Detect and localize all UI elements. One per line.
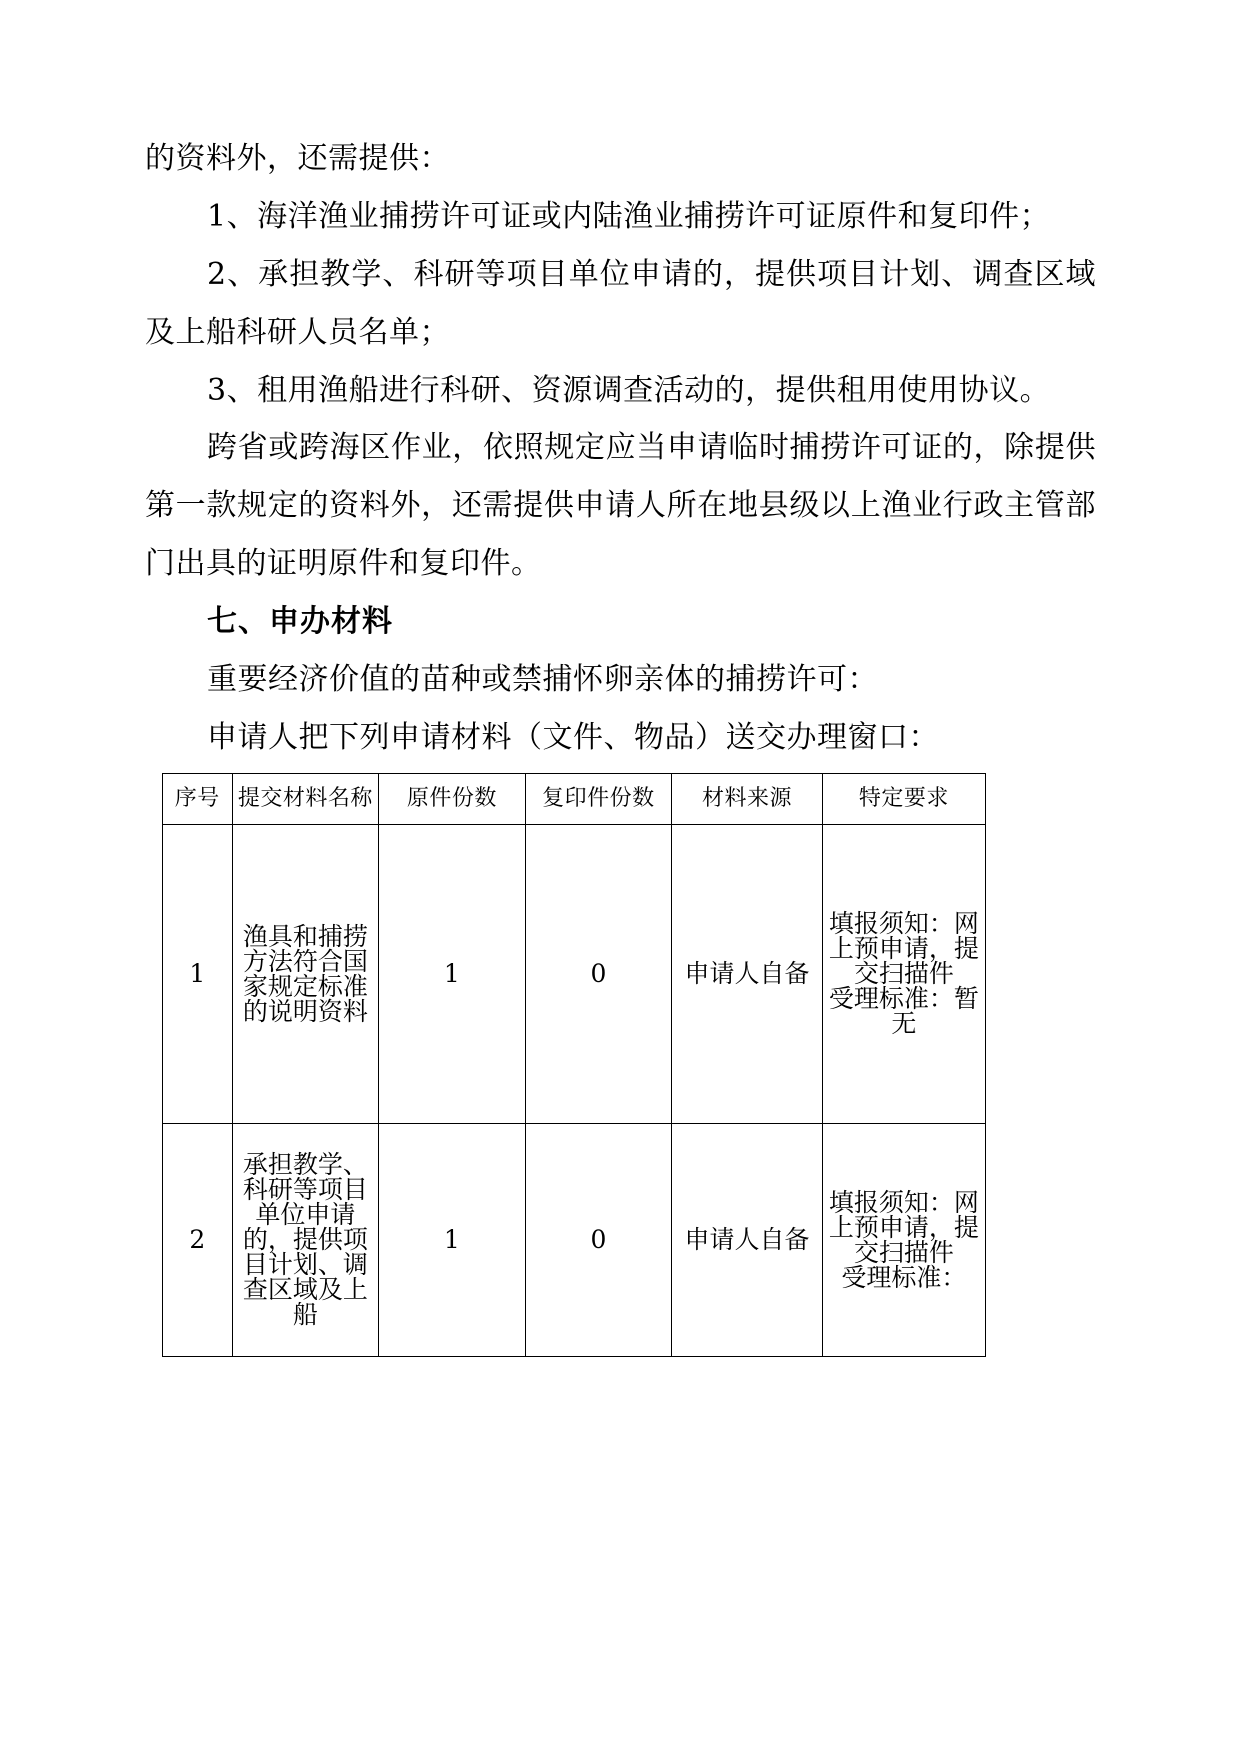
cell-material-source: 申请人自备	[672, 824, 823, 1123]
materials-table-body	[163, 824, 986, 1356]
cell-index: 2	[163, 1123, 233, 1356]
header-copy-count: 复印件份数	[525, 773, 672, 824]
materials-table-head	[163, 773, 986, 824]
table-row	[163, 1123, 986, 1356]
requirement-notice: 填报须知：网上预申请，提交扫描件	[828, 909, 979, 989]
header-material-source: 材料来源	[672, 773, 823, 824]
header-specific-requirement: 特定要求	[822, 773, 985, 824]
header-index: 序号	[163, 773, 233, 824]
lead-line-submit-window: 申请人把下列申请材料（文件、物品）送交办理窗口：	[207, 719, 939, 755]
header-original-count: 原件份数	[379, 773, 526, 824]
cell-material-name: 承担教学、科研等项目单位申请的，提供项目计划、调查区域及上船	[232, 1123, 379, 1356]
materials-table-container	[145, 773, 1096, 1357]
lead-line-permit-scope: 重要经济价值的苗种或禁捕怀卵亲体的捕捞许可：	[207, 662, 878, 698]
cell-copy-count: 0	[525, 1123, 672, 1356]
cell-original-count: 1	[379, 1123, 526, 1356]
cell-material-name: 渔具和捕捞方法符合国家规定标准的说明资料	[232, 824, 379, 1123]
materials-table	[162, 773, 986, 1357]
paragraph-item-1: 1、海洋渔业捕捞许可证或内陆渔业捕捞许可证原件和复印件；	[207, 198, 1051, 234]
section-heading-7: 七、申办材料	[207, 604, 393, 640]
cell-copy-count: 0	[525, 824, 672, 1123]
cell-specific-requirement	[822, 1123, 985, 1356]
requirement-standard: 受理标准：	[841, 1262, 967, 1292]
header-material-name: 提交材料名称	[232, 773, 379, 824]
paragraph-item-2: 2、承担教学、科研等项目单位申请的，提供项目计划、调查区域及上船科研人员名单；	[145, 256, 1096, 350]
cell-original-count: 1	[379, 824, 526, 1123]
requirement-standard: 受理标准：暂无	[828, 984, 979, 1039]
paragraph-cross-region: 跨省或跨海区作业，依照规定应当申请临时捕捞许可证的，除提供第一款规定的资料外，还需提供申请人所在地县级以上渔业行政主管部门出具的证明原件和复印件。	[145, 430, 1096, 582]
cell-material-source: 申请人自备	[672, 1123, 823, 1356]
cell-specific-requirement	[822, 824, 985, 1123]
table-header-row	[163, 773, 986, 824]
requirement-notice: 填报须知：网上预申请，提交扫描件	[828, 1187, 979, 1267]
table-row	[163, 824, 986, 1123]
paragraph-continuation: 的资料外，还需提供：	[145, 141, 450, 176]
paragraph-item-3: 3、租用渔船进行科研、资源调查活动的，提供租用使用协议。	[207, 372, 1051, 408]
cell-index: 1	[163, 824, 233, 1123]
